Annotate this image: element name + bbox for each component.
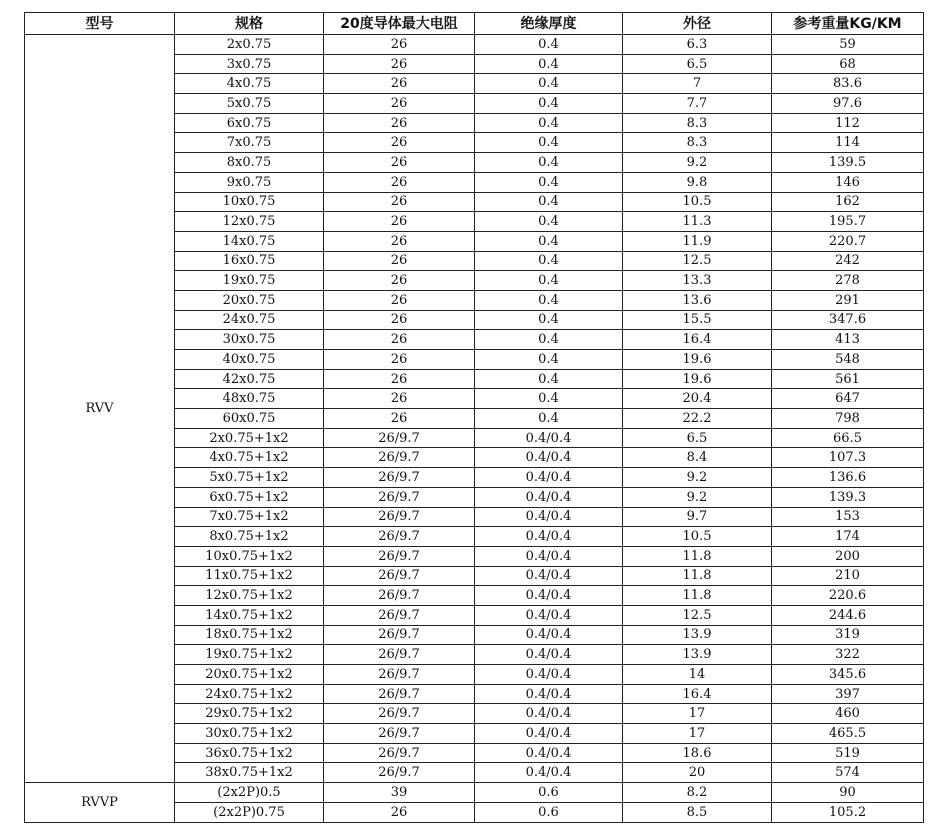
table-row — [25, 35, 924, 55]
cell-reference-weight: 465.5 — [772, 724, 924, 744]
cell-reference-weight: 66.5 — [772, 428, 924, 448]
cell-max-resistance: 26 — [324, 133, 475, 153]
cell-outer-diameter: 13.9 — [623, 625, 772, 645]
cell-max-resistance: 26 — [324, 231, 475, 251]
cell-spec: 8x0.75 — [175, 153, 324, 173]
cell-max-resistance: 26 — [324, 330, 475, 350]
cell-spec: 14x0.75+1x2 — [175, 605, 324, 625]
cell-outer-diameter: 11.9 — [623, 231, 772, 251]
cell-max-resistance: 26 — [324, 172, 475, 192]
cell-spec: 2x0.75 — [175, 35, 324, 55]
cell-max-resistance: 26/9.7 — [324, 704, 475, 724]
cell-reference-weight: 561 — [772, 369, 924, 389]
cell-insulation-thickness: 0.4 — [475, 389, 623, 409]
cell-insulation-thickness: 0.4/0.4 — [475, 724, 623, 744]
cell-reference-weight: 83.6 — [772, 74, 924, 94]
cell-spec: 16x0.75 — [175, 251, 324, 271]
cell-reference-weight: 114 — [772, 133, 924, 153]
cell-outer-diameter: 6.5 — [623, 54, 772, 74]
cell-max-resistance: 26 — [324, 153, 475, 173]
cell-spec: 18x0.75+1x2 — [175, 625, 324, 645]
cell-max-resistance: 26 — [324, 35, 475, 55]
cell-insulation-thickness: 0.4/0.4 — [475, 763, 623, 783]
cell-insulation-thickness: 0.4/0.4 — [475, 645, 623, 665]
cell-outer-diameter: 8.3 — [623, 133, 772, 153]
cell-outer-diameter: 8.2 — [623, 783, 772, 803]
cell-insulation-thickness: 0.4/0.4 — [475, 665, 623, 685]
cell-outer-diameter: 13.6 — [623, 290, 772, 310]
cell-max-resistance: 26/9.7 — [324, 468, 475, 488]
cell-reference-weight: 220.7 — [772, 231, 924, 251]
cell-reference-weight: 162 — [772, 192, 924, 212]
cell-max-resistance: 26/9.7 — [324, 586, 475, 606]
cell-reference-weight: 139.3 — [772, 487, 924, 507]
cell-max-resistance: 39 — [324, 783, 475, 803]
cell-spec: 7x0.75+1x2 — [175, 507, 324, 527]
cell-outer-diameter: 7 — [623, 74, 772, 94]
cell-insulation-thickness: 0.4 — [475, 310, 623, 330]
cell-reference-weight: 647 — [772, 389, 924, 409]
cell-max-resistance: 26/9.7 — [324, 645, 475, 665]
cell-outer-diameter: 6.3 — [623, 35, 772, 55]
cell-reference-weight: 59 — [772, 35, 924, 55]
cell-outer-diameter: 9.8 — [623, 172, 772, 192]
cell-insulation-thickness: 0.4/0.4 — [475, 448, 623, 468]
cell-max-resistance: 26 — [324, 310, 475, 330]
cell-reference-weight: 397 — [772, 684, 924, 704]
cell-outer-diameter: 22.2 — [623, 409, 772, 429]
cell-insulation-thickness: 0.4 — [475, 54, 623, 74]
cell-max-resistance: 26 — [324, 74, 475, 94]
cell-reference-weight: 220.6 — [772, 586, 924, 606]
cell-outer-diameter: 11.8 — [623, 546, 772, 566]
cell-reference-weight: 68 — [772, 54, 924, 74]
cell-insulation-thickness: 0.4/0.4 — [475, 605, 623, 625]
cell-spec: 38x0.75+1x2 — [175, 763, 324, 783]
cell-spec: (2x2P)0.75 — [175, 802, 324, 822]
cell-max-resistance: 26 — [324, 271, 475, 291]
cell-insulation-thickness: 0.4/0.4 — [475, 743, 623, 763]
cell-spec: 7x0.75 — [175, 133, 324, 153]
cell-reference-weight: 798 — [772, 409, 924, 429]
cell-max-resistance: 26/9.7 — [324, 763, 475, 783]
cell-outer-diameter: 10.5 — [623, 527, 772, 547]
cell-outer-diameter: 8.5 — [623, 802, 772, 822]
cell-reference-weight: 347.6 — [772, 310, 924, 330]
cell-insulation-thickness: 0.4 — [475, 192, 623, 212]
cell-reference-weight: 195.7 — [772, 212, 924, 232]
cell-outer-diameter: 9.2 — [623, 487, 772, 507]
cell-spec: 19x0.75+1x2 — [175, 645, 324, 665]
cell-reference-weight: 413 — [772, 330, 924, 350]
table-body — [25, 35, 924, 823]
cell-outer-diameter: 12.5 — [623, 251, 772, 271]
cell-reference-weight: 244.6 — [772, 605, 924, 625]
cell-max-resistance: 26/9.7 — [324, 487, 475, 507]
cell-reference-weight: 242 — [772, 251, 924, 271]
cell-reference-weight: 319 — [772, 625, 924, 645]
cell-reference-weight: 519 — [772, 743, 924, 763]
cell-spec: 3x0.75 — [175, 54, 324, 74]
cell-outer-diameter: 9.2 — [623, 153, 772, 173]
cell-spec: 11x0.75+1x2 — [175, 566, 324, 586]
cell-max-resistance: 26/9.7 — [324, 428, 475, 448]
cell-spec: 30x0.75 — [175, 330, 324, 350]
cell-max-resistance: 26 — [324, 290, 475, 310]
cell-max-resistance: 26/9.7 — [324, 684, 475, 704]
table-row — [25, 783, 924, 803]
cell-max-resistance: 26/9.7 — [324, 527, 475, 547]
cell-outer-diameter: 13.9 — [623, 645, 772, 665]
cell-outer-diameter: 16.4 — [623, 330, 772, 350]
cell-insulation-thickness: 0.4 — [475, 271, 623, 291]
cell-max-resistance: 26/9.7 — [324, 605, 475, 625]
cell-spec: 4x0.75+1x2 — [175, 448, 324, 468]
cell-spec: 42x0.75 — [175, 369, 324, 389]
cell-reference-weight: 174 — [772, 527, 924, 547]
cell-spec: 10x0.75+1x2 — [175, 546, 324, 566]
cell-reference-weight: 136.6 — [772, 468, 924, 488]
cell-reference-weight: 460 — [772, 704, 924, 724]
cell-outer-diameter: 17 — [623, 704, 772, 724]
cell-reference-weight: 574 — [772, 763, 924, 783]
cell-model: RVV — [25, 35, 175, 783]
cell-insulation-thickness: 0.4/0.4 — [475, 625, 623, 645]
cell-outer-diameter: 11.8 — [623, 586, 772, 606]
cell-max-resistance: 26 — [324, 389, 475, 409]
cell-reference-weight: 322 — [772, 645, 924, 665]
cell-insulation-thickness: 0.4 — [475, 369, 623, 389]
cell-reference-weight: 345.6 — [772, 665, 924, 685]
cell-max-resistance: 26/9.7 — [324, 665, 475, 685]
cell-insulation-thickness: 0.4 — [475, 94, 623, 114]
cell-insulation-thickness: 0.4 — [475, 74, 623, 94]
cell-outer-diameter: 16.4 — [623, 684, 772, 704]
cell-insulation-thickness: 0.4/0.4 — [475, 586, 623, 606]
cell-spec: 19x0.75 — [175, 271, 324, 291]
cell-reference-weight: 210 — [772, 566, 924, 586]
header-insulation-thickness: 绝缘厚度 — [475, 13, 623, 35]
cell-max-resistance: 26/9.7 — [324, 448, 475, 468]
cell-insulation-thickness: 0.4 — [475, 35, 623, 55]
cell-max-resistance: 26 — [324, 350, 475, 370]
cell-insulation-thickness: 0.4 — [475, 409, 623, 429]
cell-max-resistance: 26 — [324, 251, 475, 271]
cell-spec: (2x2P)0.5 — [175, 783, 324, 803]
cell-insulation-thickness: 0.4 — [475, 153, 623, 173]
cell-spec: 20x0.75 — [175, 290, 324, 310]
cell-outer-diameter: 7.7 — [623, 94, 772, 114]
cell-spec: 30x0.75+1x2 — [175, 724, 324, 744]
cell-spec: 24x0.75+1x2 — [175, 684, 324, 704]
cell-spec: 12x0.75+1x2 — [175, 586, 324, 606]
cell-spec: 29x0.75+1x2 — [175, 704, 324, 724]
cell-max-resistance: 26/9.7 — [324, 625, 475, 645]
cell-insulation-thickness: 0.4/0.4 — [475, 566, 623, 586]
cell-max-resistance: 26 — [324, 94, 475, 114]
cell-insulation-thickness: 0.4 — [475, 330, 623, 350]
cell-reference-weight: 278 — [772, 271, 924, 291]
cell-spec: 60x0.75 — [175, 409, 324, 429]
header-row — [25, 13, 924, 35]
cell-spec: 14x0.75 — [175, 231, 324, 251]
cell-spec: 6x0.75 — [175, 113, 324, 133]
cell-outer-diameter: 11.3 — [623, 212, 772, 232]
cell-reference-weight: 153 — [772, 507, 924, 527]
cell-max-resistance: 26 — [324, 54, 475, 74]
cell-outer-diameter: 14 — [623, 665, 772, 685]
cell-spec: 4x0.75 — [175, 74, 324, 94]
cell-insulation-thickness: 0.4/0.4 — [475, 487, 623, 507]
cell-spec: 6x0.75+1x2 — [175, 487, 324, 507]
cell-max-resistance: 26 — [324, 369, 475, 389]
cell-spec: 9x0.75 — [175, 172, 324, 192]
cell-outer-diameter: 15.5 — [623, 310, 772, 330]
cell-outer-diameter: 11.8 — [623, 566, 772, 586]
cell-outer-diameter: 19.6 — [623, 350, 772, 370]
cable-spec-table — [24, 12, 924, 823]
header-max-resistance: 20度导体最大电阻 — [324, 13, 475, 35]
cell-insulation-thickness: 0.6 — [475, 783, 623, 803]
header-spec: 规格 — [175, 13, 324, 35]
cell-max-resistance: 26/9.7 — [324, 724, 475, 744]
cell-spec: 2x0.75+1x2 — [175, 428, 324, 448]
cell-spec: 10x0.75 — [175, 192, 324, 212]
cell-insulation-thickness: 0.4/0.4 — [475, 704, 623, 724]
cell-reference-weight: 139.5 — [772, 153, 924, 173]
cell-reference-weight: 105.2 — [772, 802, 924, 822]
cell-outer-diameter: 10.5 — [623, 192, 772, 212]
cell-insulation-thickness: 0.4/0.4 — [475, 507, 623, 527]
cell-spec: 36x0.75+1x2 — [175, 743, 324, 763]
cell-outer-diameter: 12.5 — [623, 605, 772, 625]
cell-spec: 24x0.75 — [175, 310, 324, 330]
cell-outer-diameter: 9.2 — [623, 468, 772, 488]
cell-reference-weight: 107.3 — [772, 448, 924, 468]
cell-insulation-thickness: 0.4 — [475, 251, 623, 271]
cell-outer-diameter: 6.5 — [623, 428, 772, 448]
cell-insulation-thickness: 0.4/0.4 — [475, 428, 623, 448]
cell-spec: 12x0.75 — [175, 212, 324, 232]
cell-spec: 5x0.75 — [175, 94, 324, 114]
header-model: 型号 — [25, 13, 175, 35]
cell-max-resistance: 26 — [324, 409, 475, 429]
cell-outer-diameter: 20.4 — [623, 389, 772, 409]
cell-spec: 48x0.75 — [175, 389, 324, 409]
header-outer-diameter: 外径 — [623, 13, 772, 35]
cell-spec: 8x0.75+1x2 — [175, 527, 324, 547]
cell-spec: 20x0.75+1x2 — [175, 665, 324, 685]
cell-reference-weight: 112 — [772, 113, 924, 133]
cell-spec: 40x0.75 — [175, 350, 324, 370]
cell-outer-diameter: 9.7 — [623, 507, 772, 527]
cell-insulation-thickness: 0.4 — [475, 172, 623, 192]
cell-spec: 5x0.75+1x2 — [175, 468, 324, 488]
cell-insulation-thickness: 0.4 — [475, 231, 623, 251]
header-reference-weight: 参考重量KG/KM — [772, 13, 924, 35]
cell-insulation-thickness: 0.4/0.4 — [475, 527, 623, 547]
cell-reference-weight: 97.6 — [772, 94, 924, 114]
cell-insulation-thickness: 0.4/0.4 — [475, 684, 623, 704]
cell-max-resistance: 26/9.7 — [324, 566, 475, 586]
cell-max-resistance: 26/9.7 — [324, 546, 475, 566]
cell-insulation-thickness: 0.4 — [475, 290, 623, 310]
cell-reference-weight: 90 — [772, 783, 924, 803]
cell-insulation-thickness: 0.4 — [475, 212, 623, 232]
cell-max-resistance: 26 — [324, 212, 475, 232]
cell-insulation-thickness: 0.6 — [475, 802, 623, 822]
cell-insulation-thickness: 0.4/0.4 — [475, 468, 623, 488]
cell-outer-diameter: 17 — [623, 724, 772, 744]
cell-max-resistance: 26/9.7 — [324, 743, 475, 763]
cell-insulation-thickness: 0.4 — [475, 350, 623, 370]
cell-outer-diameter: 8.4 — [623, 448, 772, 468]
cell-max-resistance: 26 — [324, 802, 475, 822]
cell-reference-weight: 291 — [772, 290, 924, 310]
cell-outer-diameter: 18.6 — [623, 743, 772, 763]
cell-insulation-thickness: 0.4 — [475, 113, 623, 133]
cell-max-resistance: 26 — [324, 113, 475, 133]
cell-insulation-thickness: 0.4/0.4 — [475, 546, 623, 566]
cell-reference-weight: 548 — [772, 350, 924, 370]
cell-insulation-thickness: 0.4 — [475, 133, 623, 153]
cell-model: RVVP — [25, 783, 175, 822]
cell-max-resistance: 26/9.7 — [324, 507, 475, 527]
cell-reference-weight: 200 — [772, 546, 924, 566]
cell-outer-diameter: 19.6 — [623, 369, 772, 389]
cell-outer-diameter: 20 — [623, 763, 772, 783]
cell-reference-weight: 146 — [772, 172, 924, 192]
cell-max-resistance: 26 — [324, 192, 475, 212]
cell-outer-diameter: 8.3 — [623, 113, 772, 133]
cell-outer-diameter: 13.3 — [623, 271, 772, 291]
